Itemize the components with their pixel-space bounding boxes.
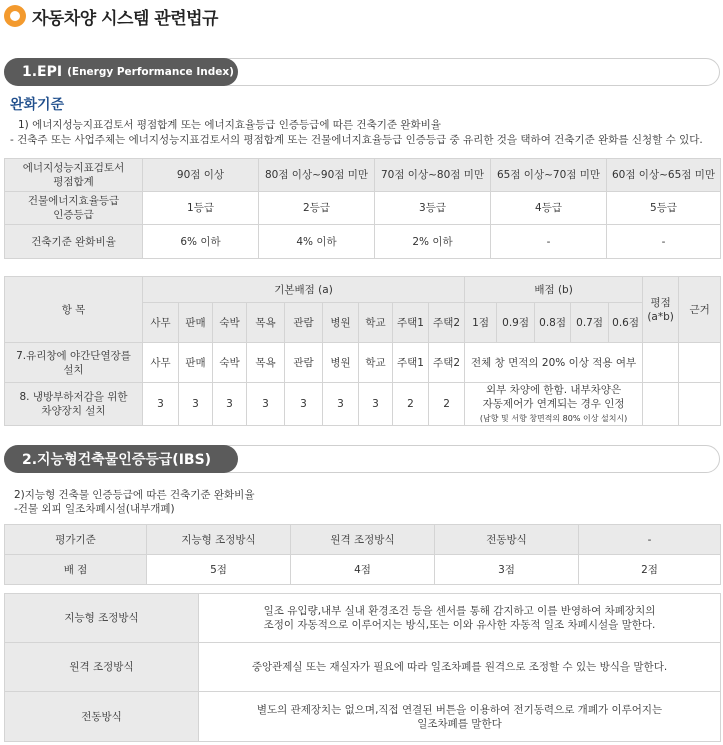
column-header: 판매: [179, 303, 213, 343]
basis-cell: [679, 383, 721, 426]
row-header: 에너지성능지표검토서 평점합계: [5, 159, 143, 192]
table-row: [5, 192, 721, 225]
column-header: 사무: [143, 303, 179, 343]
table-cell: 4% 이하: [259, 225, 375, 259]
basis-header: 근거: [679, 277, 721, 343]
column-header: 0.6점: [609, 303, 643, 343]
row-header: 8. 냉방부하저감을 위한 차양장치 설치: [5, 383, 143, 426]
section-1-label: 1.EPI: [22, 64, 63, 80]
section-1-sublabel: (Energy Performance Index): [67, 66, 234, 78]
table-row: [5, 225, 721, 259]
column-header: 목욕: [247, 303, 285, 343]
row-header: 평가기준: [5, 525, 147, 555]
table-row: [5, 555, 721, 585]
score-header: 배점 (b): [465, 277, 643, 303]
circle-bullet-icon: [4, 5, 26, 27]
table-cell: -: [491, 225, 607, 259]
table-row: [5, 643, 721, 692]
section-1-bar: [4, 58, 720, 86]
table-cell: 2등급: [259, 192, 375, 225]
table-cell: 3: [359, 383, 393, 426]
column-header: 지능형 조정방식: [147, 525, 291, 555]
table-cell: 2: [429, 383, 465, 426]
row-header: 지능형 조정방식: [5, 594, 199, 643]
table-cell: 90점 이상: [143, 159, 259, 192]
row-header: 배 점: [5, 555, 147, 585]
section-1-note-1: 1) 에너지성능지표검토서 평점합계 또는 에너지효율등급 인증등급에 따른 건축기준 완화비율: [18, 119, 441, 131]
table-cell: 3: [323, 383, 359, 426]
column-header: 주택2: [429, 303, 465, 343]
column-header: 원격 조정방식: [291, 525, 435, 555]
table-cell: 3등급: [375, 192, 491, 225]
table-cell: 5점: [147, 555, 291, 585]
table-cell: 6% 이하: [143, 225, 259, 259]
table-cell: 병원: [323, 343, 359, 383]
table-cell: -: [607, 225, 721, 259]
total-header: 평점 (a*b): [643, 277, 679, 343]
row-header: 건축기준 완화비율: [5, 225, 143, 259]
total-cell: [643, 343, 679, 383]
table-cell: 2% 이하: [375, 225, 491, 259]
table-cell: 4점: [291, 555, 435, 585]
table-cell: 5등급: [607, 192, 721, 225]
epi-score-table: [4, 276, 721, 426]
table-row: [5, 594, 721, 643]
item-header: 항 목: [5, 277, 143, 343]
table-cell: 3: [179, 383, 213, 426]
score-criteria-cell: 전체 창 면적의 20% 이상 적용 여부: [465, 343, 643, 383]
row-header: 건물에너지효율등급 인증등급: [5, 192, 143, 225]
description-cell: 중앙관제실 또는 재실자가 필요에 따라 일조차폐를 원격으로 조정할 수 있는 방식을 말한다.: [199, 643, 721, 692]
table-cell: 3점: [435, 555, 579, 585]
row-header: 7.유리창에 야간단열장를 설치: [5, 343, 143, 383]
column-header: 숙박: [213, 303, 247, 343]
row-header: 전동방식: [5, 692, 199, 742]
column-header: 전동방식: [435, 525, 579, 555]
table-cell: 관람: [285, 343, 323, 383]
table-row: [5, 525, 721, 555]
table-cell: 판매: [179, 343, 213, 383]
column-header: 0.9점: [497, 303, 535, 343]
column-header: 0.7점: [571, 303, 609, 343]
column-header: -: [579, 525, 721, 555]
table-cell: 숙박: [213, 343, 247, 383]
column-header: 학교: [359, 303, 393, 343]
page-title: 자동차양 시스템 관련법규: [32, 8, 218, 29]
table-row: [5, 692, 721, 742]
column-header: 1점: [465, 303, 497, 343]
ibs-method-table: [4, 593, 721, 742]
table-cell: 2: [393, 383, 429, 426]
table-cell: 2점: [579, 555, 721, 585]
table-cell: 3: [143, 383, 179, 426]
table-cell: 3: [247, 383, 285, 426]
table-cell: 1등급: [143, 192, 259, 225]
column-header: 0.8점: [535, 303, 571, 343]
table-cell: 3: [213, 383, 247, 426]
section-1-subhead: 완화기준: [10, 97, 65, 113]
table-cell: 주택2: [429, 343, 465, 383]
ibs-score-table: [4, 524, 721, 585]
section-1-note-2: - 건축주 또는 사업주체는 에너지성능지표검토서의 평점합계 또는 건물에너지효율등급 인증등급 중 유리한 것을 택하여 건축기준 완화를 신청할 수 있다.: [10, 134, 703, 146]
epi-relief-table: [4, 158, 721, 259]
description-cell: 별도의 관제장치는 없으며,직접 연결된 버튼을 이용하여 전기동력으로 개폐가 이루어지는 일조차폐를 말한다: [199, 692, 721, 742]
table-cell: 80점 이상~90점 미만: [259, 159, 375, 192]
basis-cell: [679, 343, 721, 383]
section-2-bar: [4, 445, 720, 473]
table-cell: 65점 이상~70점 미만: [491, 159, 607, 192]
column-header: 병원: [323, 303, 359, 343]
column-header: 관람: [285, 303, 323, 343]
table-row: [5, 343, 721, 383]
page-header: [4, 4, 218, 28]
table-cell: 60점 이상~65점 미만: [607, 159, 721, 192]
row-header: 원격 조정방식: [5, 643, 199, 692]
score-criteria-cell: 외부 차양에 한함. 내부차양은 자동제어가 연계되는 경우 인정 (남향 및 서향 창면적의 80% 이상 설치시): [465, 383, 643, 426]
table-cell: 3: [285, 383, 323, 426]
table-cell: 4등급: [491, 192, 607, 225]
table-cell: 70점 이상~80점 미만: [375, 159, 491, 192]
section-2-pill: [4, 445, 238, 473]
table-row: [5, 159, 721, 192]
table-cell: 주택1: [393, 343, 429, 383]
base-score-header: 기본배점 (a): [143, 277, 465, 303]
table-cell: 사무: [143, 343, 179, 383]
total-cell: [643, 383, 679, 426]
table-cell: 목욕: [247, 343, 285, 383]
description-cell: 일조 유입량,내부 실내 환경조건 등을 센서를 통해 감지하고 이를 반영하여 차폐장치의 조정이 자동적으로 이루어지는 방식,또는 이와 유사한 자동적 일조 차폐시설을 말한다.: [199, 594, 721, 643]
table-row: [5, 383, 721, 426]
section-2-note-2: -건물 외피 일조차폐시설(내부개폐): [14, 503, 175, 515]
section-1-pill: [4, 58, 238, 86]
column-header: 주택1: [393, 303, 429, 343]
table-header-row: [5, 277, 721, 303]
table-cell: 학교: [359, 343, 393, 383]
section-2-label: 2.지능형건축물인증등급(IBS): [22, 452, 212, 468]
section-2-note-1: 2)지능형 건축물 인증등급에 따른 건축기준 완화비율: [14, 489, 255, 501]
